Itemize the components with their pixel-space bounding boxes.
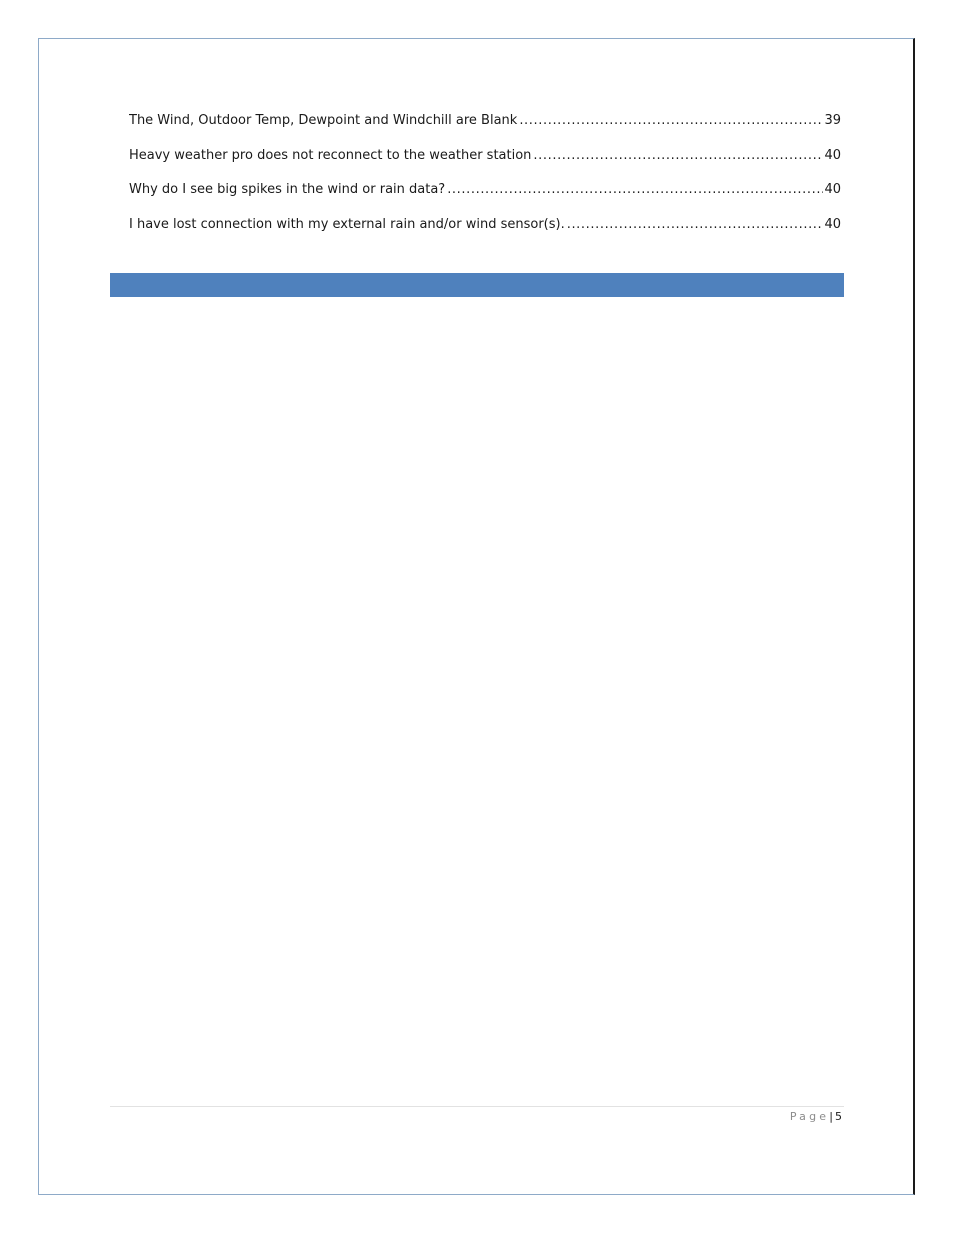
toc-entry-page: 39 <box>824 113 841 128</box>
toc-entry[interactable] <box>129 113 841 131</box>
toc-dot-leader <box>447 182 823 197</box>
page-footer <box>790 1108 842 1124</box>
toc-entry-page: 40 <box>824 147 841 163</box>
toc-entry-page: 40 <box>824 182 841 198</box>
section-heading-bar <box>110 273 844 297</box>
footer-separator: | <box>829 1109 833 1123</box>
toc-entry-title: Heavy weather pro does not reconnect to the weather station <box>129 147 532 163</box>
toc-entry-title: I have lost connection with my external rain and/or wind sensor(s). <box>129 217 565 233</box>
toc-dot-leader <box>519 113 823 128</box>
toc-entry-page: 40 <box>824 217 841 233</box>
toc-entry[interactable] <box>129 217 841 235</box>
footer-divider <box>110 1106 844 1107</box>
footer-page-number: 5 <box>835 1109 842 1123</box>
toc-entry-title: The Wind, Outdoor Temp, Dewpoint and Windchill are Blank <box>129 113 518 128</box>
toc-entry[interactable] <box>129 182 841 200</box>
toc-dot-leader <box>567 217 824 232</box>
toc-entry[interactable] <box>129 148 841 166</box>
table-of-contents <box>129 113 841 252</box>
toc-entry-title: Why do I see big spikes in the wind or rain data? <box>129 182 446 198</box>
footer-page-label: Page <box>789 1109 830 1123</box>
toc-dot-leader <box>533 148 823 163</box>
